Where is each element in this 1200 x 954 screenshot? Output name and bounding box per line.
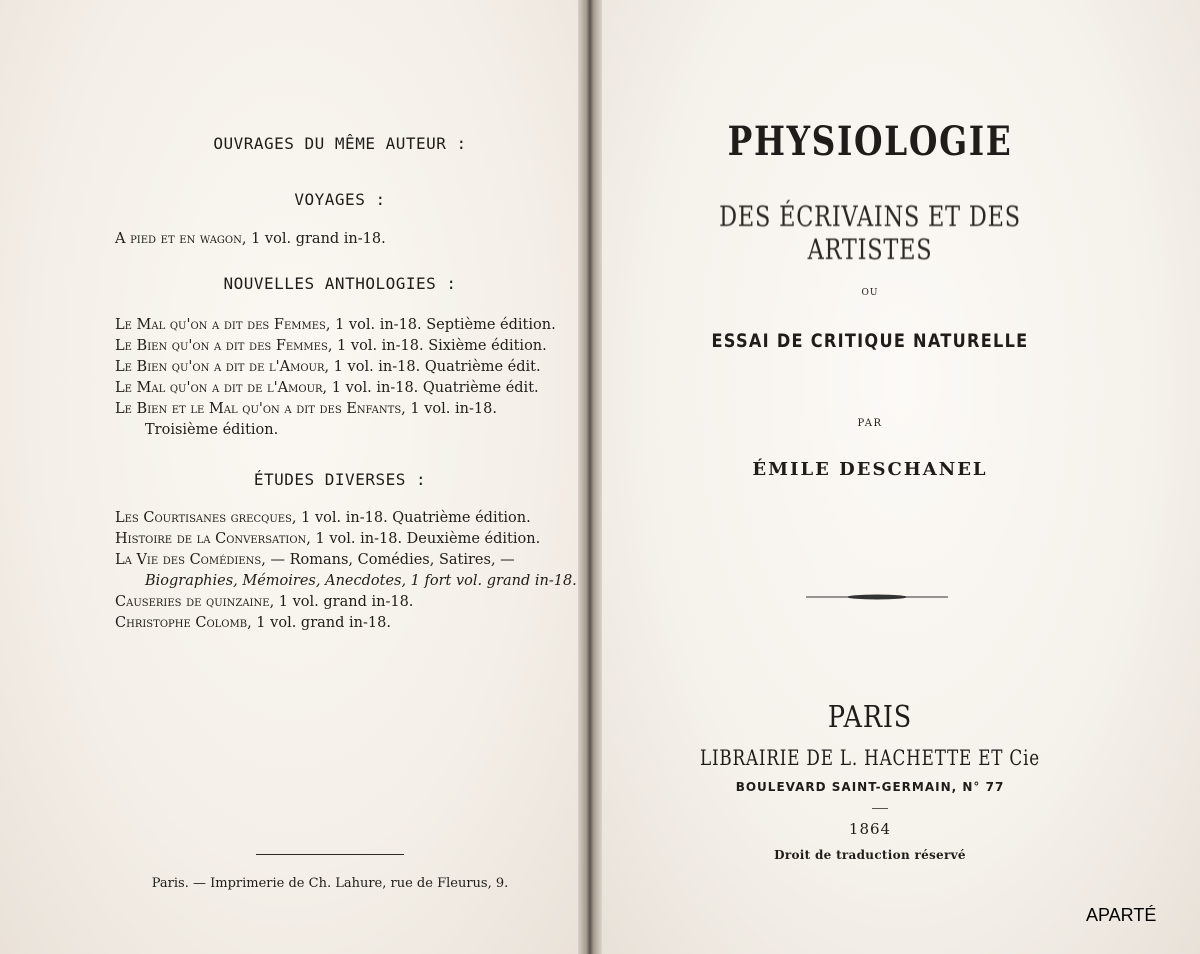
section-title-anthologies: NOUVELLES ANTHOLOGIES : [223,274,457,293]
list-item: Le Bien et le Mal qu'on a dit des Enfants, 1 vol. in-18. [115,401,497,417]
list-item: A pied et en wagon, 1 vol. grand in-18. [115,231,386,247]
divider-rule [256,854,404,855]
printer-imprint: Paris. — Imprimerie de Ch. Lahure, rue de Fleurus, 9. [151,876,509,891]
conjunction-ou: OU [861,288,879,298]
book-subtitle: DES ÉCRIVAINS ET DES ARTISTES [719,200,1021,266]
section-title-etudes: ÉTUDES DIVERSES : [253,470,427,489]
list-item: Les Courtisanes grecques, 1 vol. in-18. Quatrième édition. [115,510,531,526]
book-title: PHYSIOLOGIE [727,118,1013,165]
author-name: ÉMILE DESCHANEL [752,459,988,480]
publisher-address: BOULEVARD SAINT-GERMAIN, N° 77 [735,780,1005,794]
book-alt-title: ESSAI DE CRITIQUE NATURELLE [711,330,1029,352]
list-item-continuation: Biographies, Mémoires, Anecdotes, 1 fort vol. grand in-18. [145,573,577,589]
section-title-voyages: VOYAGES : [294,190,386,209]
list-item-continuation: Troisième édition. [145,422,279,438]
divider-rule-small [872,808,888,809]
book-list-anthologies [115,315,565,441]
publication-year: 1864 [848,820,892,838]
ornament-rule-icon [806,591,948,603]
list-item: Le Bien qu'on a dit de l'Amour, 1 vol. in-18. Quatrième édit. [115,359,541,375]
list-item: Le Mal qu'on a dit des Femmes, 1 vol. in-18. Septième édition. [115,317,556,333]
list-item: Christophe Colomb, 1 vol. grand in-18. [115,615,391,631]
list-item: Histoire de la Conversation, 1 vol. in-18. Deuxième édition. [115,531,541,547]
left-page-heading: OUVRAGES DU MÊME AUTEUR : [213,134,467,153]
list-item: Le Bien qu'on a dit des Femmes, 1 vol. in-18. Sixième édition. [115,338,547,354]
watermark-label: APARTÉ [1086,905,1157,925]
rights-notice: Droit de traduction réservé [774,848,966,862]
publisher-city: PARIS [827,700,913,735]
book-list-etudes [115,508,577,634]
publisher-name: LIBRAIRIE DE L. HACHETTE ET Cie [699,746,1041,770]
list-item: Causeries de quinzaine, 1 vol. grand in-18. [115,594,414,610]
list-item: Le Mal qu'on a dit de l'Amour, 1 vol. in-18. Quatrième édit. [115,380,539,396]
list-item: La Vie des Comédiens, — Romans, Comédies, Satires, — [115,552,515,568]
by-label: PAR [857,418,883,429]
book-list-voyages [115,229,565,250]
